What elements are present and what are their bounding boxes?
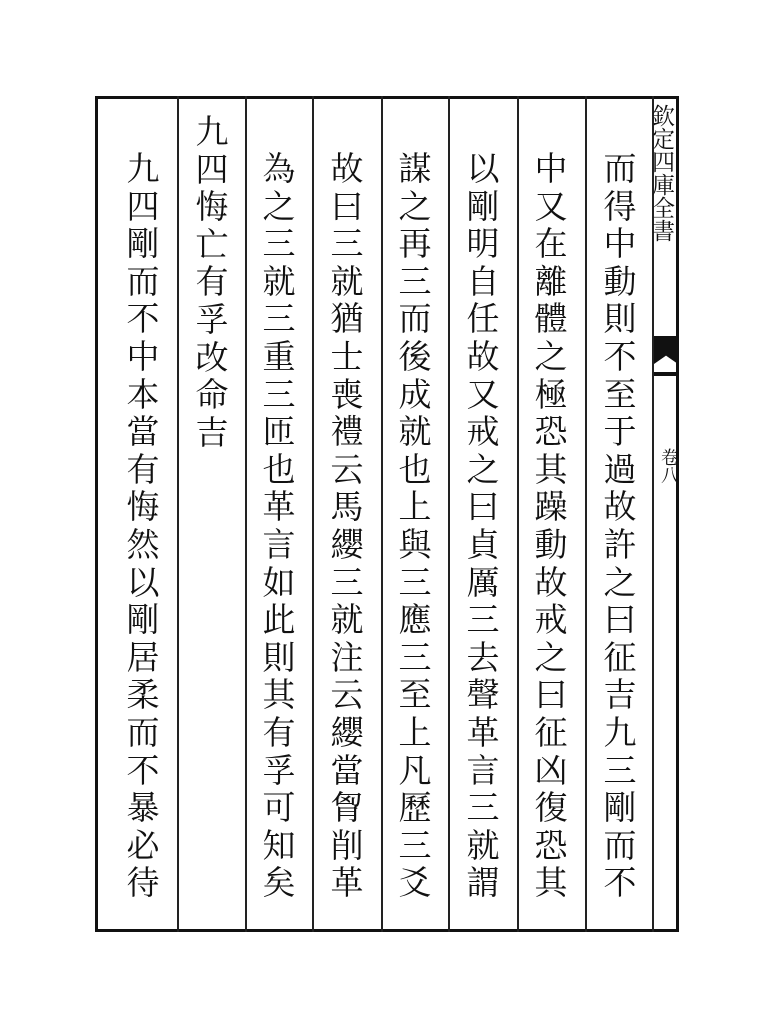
character: 三	[603, 750, 637, 790]
character: 極	[534, 374, 568, 414]
character: 後	[398, 336, 432, 376]
character: 復	[534, 788, 568, 828]
character: 聲	[466, 675, 500, 715]
character: 上	[398, 712, 432, 752]
character: 士	[330, 336, 364, 376]
character: 任	[466, 299, 500, 339]
character: 凶	[534, 750, 568, 790]
character: 三	[466, 788, 500, 828]
character: 至	[398, 675, 432, 715]
character: 然	[126, 524, 160, 564]
character: 也	[262, 449, 296, 489]
character: 也	[398, 449, 432, 489]
character: 不	[603, 336, 637, 376]
character: 爻	[398, 863, 432, 903]
character: 三	[262, 374, 296, 414]
character: 就	[330, 600, 364, 640]
text-column	[182, 113, 242, 451]
character: 動	[534, 524, 568, 564]
character: 離	[534, 261, 568, 301]
character: 之	[603, 562, 637, 602]
character: 許	[603, 524, 637, 564]
character: 三	[262, 299, 296, 339]
character: 三	[262, 224, 296, 264]
character: 征	[603, 637, 637, 677]
character: 革	[330, 863, 364, 903]
character: 故	[603, 487, 637, 527]
character: 注	[330, 637, 364, 677]
column-divider	[585, 96, 587, 932]
character: 九	[603, 712, 637, 752]
character: 之	[262, 186, 296, 226]
text-column	[113, 150, 173, 902]
character: 其	[534, 863, 568, 903]
column-divider	[517, 96, 519, 932]
character: 就	[466, 825, 500, 865]
character: 其	[534, 449, 568, 489]
character: 過	[603, 449, 637, 489]
character: 如	[262, 562, 296, 602]
character: 革	[466, 712, 500, 752]
character: 又	[534, 186, 568, 226]
character: 其	[262, 675, 296, 715]
character: 削	[330, 825, 364, 865]
character: 而	[126, 712, 160, 752]
character: 戒	[534, 600, 568, 640]
character: 言	[262, 524, 296, 564]
character: 改	[195, 337, 229, 377]
character: 云	[330, 449, 364, 489]
character: 此	[262, 600, 296, 640]
character: 與	[398, 524, 432, 564]
character: 故	[330, 149, 364, 188]
column-divider	[245, 96, 247, 932]
character: 剛	[126, 600, 160, 640]
character: 就	[262, 261, 296, 301]
character: 故	[534, 562, 568, 602]
character: 在	[534, 224, 568, 264]
character: 孚	[262, 750, 296, 790]
character: 孚	[195, 299, 229, 339]
character: 自	[466, 261, 500, 301]
volume-label: 卷八	[658, 448, 679, 484]
character: 暴	[126, 788, 160, 828]
character: 九	[126, 149, 160, 188]
character: 纓	[330, 524, 364, 564]
character: 悔	[195, 187, 229, 227]
character: 不	[603, 863, 637, 903]
character: 謀	[398, 149, 432, 188]
character: 當	[330, 750, 364, 790]
character: 纓	[330, 712, 364, 752]
character: 則	[603, 299, 637, 339]
character: 曰	[330, 186, 364, 226]
character: 剛	[466, 186, 500, 226]
text-column	[590, 150, 650, 902]
character: 恐	[534, 412, 568, 452]
character: 有	[126, 449, 160, 489]
character: 三	[466, 600, 500, 640]
character: 以	[466, 149, 500, 188]
character: 有	[195, 262, 229, 302]
character: 喪	[330, 374, 364, 414]
character: 三	[398, 261, 432, 301]
character: 剛	[126, 224, 160, 264]
character: 本	[126, 374, 160, 414]
character: 而	[126, 261, 160, 301]
character: 悔	[126, 487, 160, 527]
character: 恐	[534, 825, 568, 865]
character: 不	[126, 299, 160, 339]
character: 體	[534, 299, 568, 339]
character: 凡	[398, 750, 432, 790]
character: 曰	[466, 487, 500, 527]
character: 就	[398, 412, 432, 452]
column-divider	[177, 96, 179, 932]
character: 曰	[603, 600, 637, 640]
character: 之	[534, 637, 568, 677]
character: 曰	[534, 675, 568, 715]
character: 以	[126, 562, 160, 602]
character: 之	[534, 336, 568, 376]
character: 去	[466, 637, 500, 677]
book-title: 欽定四庫全書	[648, 104, 674, 242]
character: 中	[126, 336, 160, 376]
character: 謂	[466, 863, 500, 903]
character: 命	[195, 375, 229, 415]
character: 再	[398, 224, 432, 264]
character: 成	[398, 374, 432, 414]
text-column	[521, 150, 581, 902]
character: 至	[603, 374, 637, 414]
character: 可	[262, 788, 296, 828]
character: 胷	[330, 788, 364, 828]
character: 中	[534, 149, 568, 188]
character: 征	[534, 712, 568, 752]
character: 不	[126, 750, 160, 790]
character: 三	[398, 825, 432, 865]
character: 矣	[262, 863, 296, 903]
text-column	[453, 150, 513, 902]
character: 革	[262, 487, 296, 527]
column-divider	[448, 96, 450, 932]
character: 明	[466, 224, 500, 264]
character: 三	[330, 562, 364, 602]
character: 為	[262, 149, 296, 188]
character: 必	[126, 825, 160, 865]
character: 躁	[534, 487, 568, 527]
character: 吉	[195, 412, 229, 452]
character: 應	[398, 600, 432, 640]
character: 之	[466, 449, 500, 489]
character: 知	[262, 825, 296, 865]
character: 得	[603, 186, 637, 226]
text-column	[385, 150, 445, 902]
character: 有	[262, 712, 296, 752]
character: 而	[603, 825, 637, 865]
character: 重	[262, 336, 296, 376]
text-column	[249, 150, 309, 902]
character: 而	[603, 149, 637, 188]
character: 中	[603, 224, 637, 264]
character: 云	[330, 675, 364, 715]
character: 就	[330, 261, 364, 301]
text-column	[317, 150, 377, 902]
character: 三	[330, 224, 364, 264]
character: 吉	[603, 675, 637, 715]
fish-tail-bar	[654, 372, 678, 376]
character: 九	[195, 112, 229, 151]
character: 而	[398, 299, 432, 339]
character: 貞	[466, 524, 500, 564]
character: 猶	[330, 299, 364, 339]
character: 四	[126, 186, 160, 226]
character: 上	[398, 487, 432, 527]
character: 戒	[466, 412, 500, 452]
character: 剛	[603, 788, 637, 828]
character: 厲	[466, 562, 500, 602]
character: 于	[603, 412, 637, 452]
character: 馬	[330, 487, 364, 527]
character: 動	[603, 261, 637, 301]
character: 禮	[330, 412, 364, 452]
character: 當	[126, 412, 160, 452]
character: 亡	[195, 224, 229, 264]
character: 故	[466, 336, 500, 376]
character: 柔	[126, 675, 160, 715]
character: 四	[195, 149, 229, 189]
character: 居	[126, 637, 160, 677]
column-divider	[312, 96, 314, 932]
character: 待	[126, 863, 160, 903]
character: 之	[398, 186, 432, 226]
character: 歷	[398, 788, 432, 828]
character: 則	[262, 637, 296, 677]
character: 匝	[262, 412, 296, 452]
character: 三	[398, 637, 432, 677]
column-divider	[381, 96, 383, 932]
character: 又	[466, 374, 500, 414]
character: 言	[466, 750, 500, 790]
character: 三	[398, 562, 432, 602]
